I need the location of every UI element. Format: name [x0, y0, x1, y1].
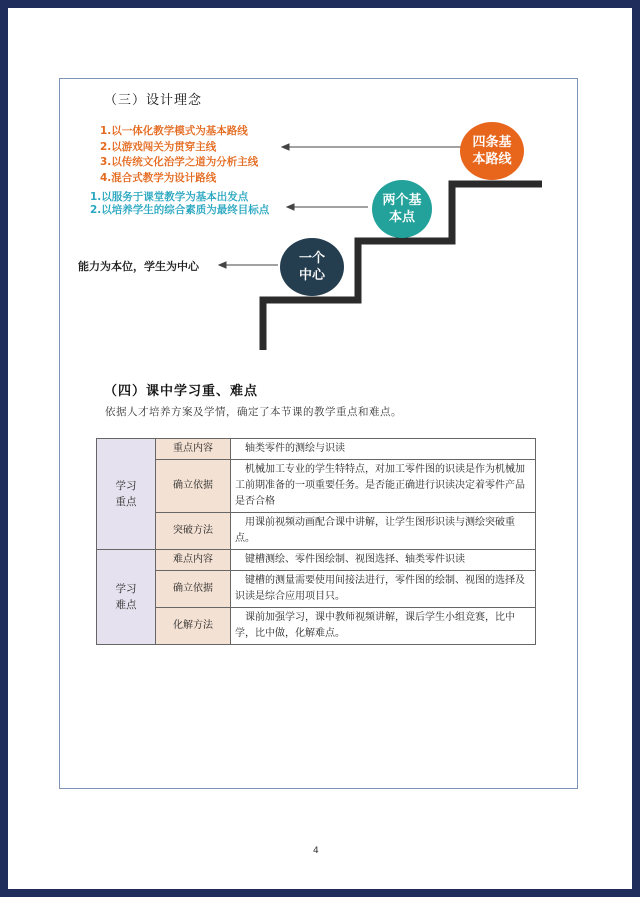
- row-label: 确立依据: [156, 460, 231, 513]
- row-content: 键槽测绘、零件图绘制、视图选择、轴类零件识读: [231, 550, 536, 571]
- row-label: 难点内容: [156, 550, 231, 571]
- row-content: 课前加强学习，课中教师视频讲解，课后学生小组竞赛，比中学，比中做，化解难点。: [231, 608, 536, 645]
- circle-four-routes: [460, 122, 524, 180]
- group-key-points: [97, 439, 156, 550]
- row-label: 化解方法: [156, 608, 231, 645]
- route-item: 3.以传统文化治学之道为分析主线: [100, 156, 259, 168]
- page-number: 4: [313, 846, 319, 856]
- route-item: 4.混合式教学为设计路线: [100, 171, 217, 184]
- circle-label: 一个中心: [298, 251, 325, 283]
- staircase-diagram: [0, 0, 640, 400]
- circle-label: 四条基本路线: [472, 135, 512, 167]
- row-content: 轴类零件的测绘与识读: [231, 439, 536, 460]
- table-row: [97, 571, 536, 608]
- section-3-title: （三）设计理念: [104, 93, 203, 108]
- row-label: 重点内容: [156, 439, 231, 460]
- table-row: [97, 439, 536, 460]
- focus-difficulty-table: [96, 438, 536, 645]
- circle-two-bases: [372, 180, 432, 238]
- table-row: [97, 550, 536, 571]
- group-difficult-points: [97, 550, 156, 645]
- route-item: 1.以一体化教学模式为基本路线: [100, 125, 248, 137]
- table-row: [97, 460, 536, 513]
- table-row: [97, 513, 536, 550]
- section-4-intro: 依据人才培养方案及学情，确定了本节课的教学重点和难点。: [105, 406, 402, 418]
- group-label: 学习难点: [115, 583, 137, 611]
- base-item: 1.以服务于课堂教学为基本出发点: [90, 191, 249, 203]
- base-item: 2.以培养学生的综合素质为最终目标点: [90, 204, 270, 216]
- row-label: 突破方法: [156, 513, 231, 550]
- section-4-title: （四）课中学习重、难点: [104, 384, 259, 399]
- route-item: 2.以游戏闯关为贯穿主线: [100, 140, 217, 153]
- circle-one-center: [280, 238, 344, 296]
- row-content: 用课前视频动画配合课中讲解，让学生图形识读与测绘突破重点。: [231, 513, 536, 550]
- row-label: 确立依据: [156, 571, 231, 608]
- row-content: 机械加工专业的学生特特点，对加工零件图的识读是作为机械加工前期准备的一项重要任务。是否能正确进行识读决定着零件产品是否合格: [231, 460, 536, 513]
- table-row: [97, 608, 536, 645]
- group-label: 学习重点: [115, 480, 137, 508]
- center-text: 能力为本位，学生为中心: [78, 260, 199, 273]
- row-content: 键槽的测量需要使用间接法进行，零件图的绘制、视图的选择及识读是综合应用项目只。: [231, 571, 536, 608]
- circle-label: 两个基本点: [382, 193, 422, 225]
